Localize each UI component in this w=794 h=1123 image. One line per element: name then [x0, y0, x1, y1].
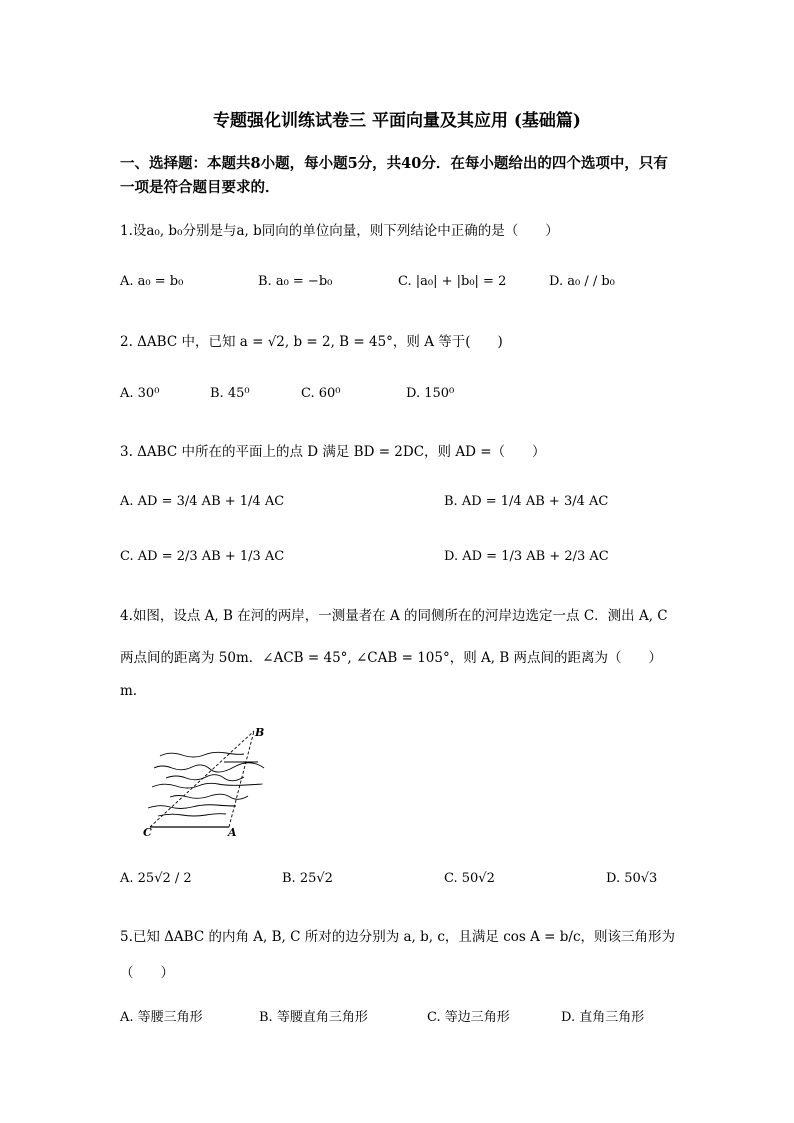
q3-option-c: C. AD = 2/3 AB + 1/3 AC [120, 549, 285, 564]
question-5-line-1: 5.已知 ΔABC 的内角 A, B, C 所对的边分别为 a, b, c，且满足 cos A = b/c，则该三角形为 [120, 929, 676, 945]
question-1-stem: 1.设a₀, b₀分别是与a, b同向的单位向量，则下列结论中正确的是（ ） [120, 223, 559, 239]
section-header: 一、选择题：本题共8小题，每小题5分，共40分．在每小题给出的四个选项中，只有一项是符合题目要求的． [120, 155, 668, 196]
q4-option-d: D. 50√3 [606, 871, 658, 886]
question-3-stem: 3. ΔABC 中所在的平面上的点 D 满足 BD = 2DC，则 AD =（ ） [120, 444, 546, 460]
point-a-label: A [228, 826, 237, 839]
point-b-label: B [255, 726, 265, 739]
q4-option-b: B. 25√2 [282, 871, 333, 886]
q5-option-b: B. 等腰直角三角形 [259, 1010, 368, 1025]
q1-option-d: D. a₀ / / b₀ [549, 274, 615, 289]
q1-option-c: C. |a₀| + |b₀| = 2 [398, 274, 507, 289]
q5-option-a: A. 等腰三角形 [120, 1010, 203, 1025]
question-5-line-2: （ ） [120, 965, 174, 981]
q5-option-c: C. 等边三角形 [427, 1010, 510, 1025]
q1-option-b: B. a₀ = −b₀ [258, 274, 333, 289]
page-title: 专题强化训练试卷三 平面向量及其应用 (基础篇) [213, 111, 581, 131]
q3-option-b: B. AD = 1/4 AB + 3/4 AC [444, 494, 609, 509]
q4-option-c: C. 50√2 [444, 871, 495, 886]
q5-option-d: D. 直角三角形 [561, 1010, 645, 1025]
question-4-line-2: 两点间的距离为 50m．∠ACB = 45°, ∠CAB = 105°，则 A, B 两点间的距离为（ ） [120, 650, 663, 666]
question-2-stem: 2. ΔABC 中，已知 a = √2, b = 2, B = 45°，则 A 等于( ) [120, 334, 503, 350]
q2-option-d: D. 150⁰ [406, 386, 455, 401]
q4-option-a: A. 25√2 / 2 [120, 871, 192, 886]
q1-option-a: A. a₀ = b₀ [120, 274, 184, 289]
q2-option-a: A. 30⁰ [120, 386, 160, 401]
question-4-line-1: 4.如图，设点 A, B 在河的两岸，一测量者在 A 的同侧所在的河岸边选定一点 C．测出 A, C [120, 608, 668, 624]
q2-option-c: C. 60⁰ [301, 386, 341, 401]
point-c-label: C [143, 826, 152, 839]
line-ab [229, 731, 254, 827]
q3-option-d: D. AD = 1/3 AB + 2/3 AC [444, 549, 609, 564]
question-4-line-3: m. [120, 683, 138, 699]
river-figure [140, 722, 280, 840]
q2-option-b: B. 45⁰ [210, 386, 250, 401]
q3-option-a: A. AD = 3/4 AB + 1/4 AC [120, 494, 285, 509]
